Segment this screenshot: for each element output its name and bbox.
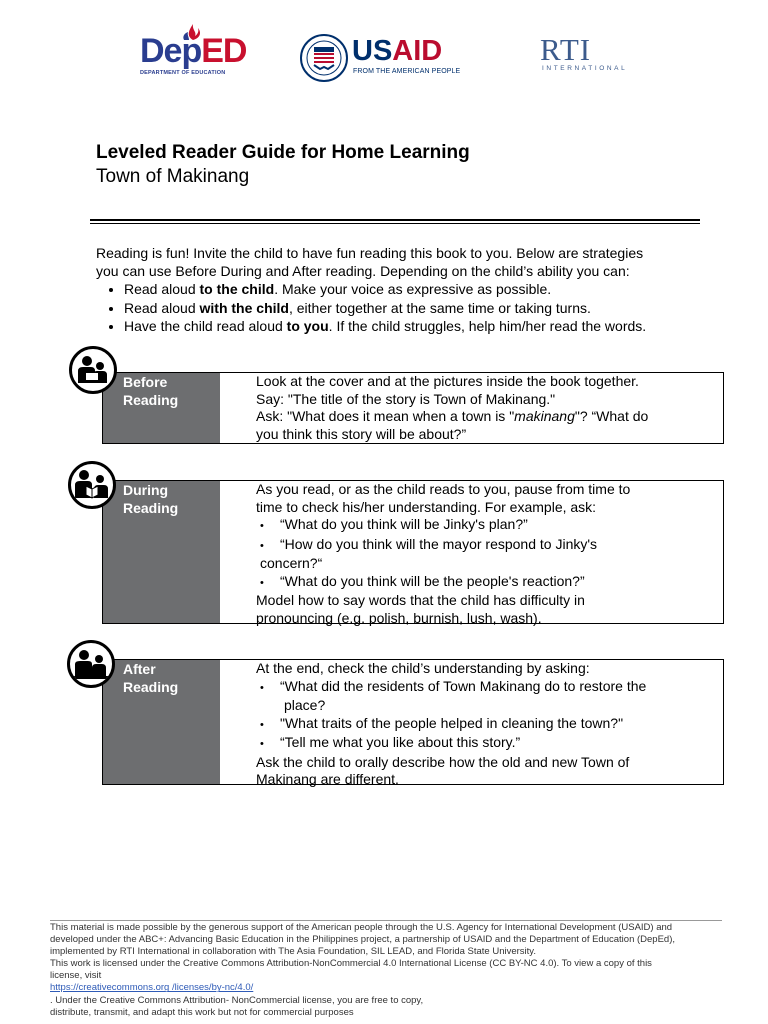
reading-together-icon: [68, 461, 116, 509]
list-item: • Have the child read aloud to you. If the child struggles, help him/her read the words.: [124, 317, 716, 336]
during-reading-content: As you read, or as the child reads to you, pause from time to time to check his/her understanding. For example, ask: • “What do you think will be Jinky's plan?” • “How do you think will the mayor respond to Jinky's concern?“ • “What do you think will be the people's reaction?” Model how to say words that the child has difficulty in pronouncing (e.g. polish, burnish, lush, wash).: [220, 481, 723, 623]
footer-divider: [50, 920, 722, 921]
rti-subtitle: INTERNATIONAL: [542, 65, 628, 72]
deped-subtitle: DEPARTMENT OF EDUCATION: [140, 70, 226, 76]
after-reading-box: [102, 659, 724, 785]
footer-notice: This material is made possible by the generous support of the American people through the U.S. Agency for International Development (USAID) and developed under the ABC+: Advancing Basic Education in the Philippines project, a partnership of USAID and the Department of Education (DepEd), implemented by RTI International in collaboration with The Asia Foundation, SIL LEAD, and Florida State University. This work is licensed under the Creative Commons Attribution-NonCommercial 4.0 International License (CC BY-NC 4.0). To view a copy of this license, visit https://creativecommons.org /licenses/by-nc/4.0/ . Under the Creative Commons Attribution- NonCommercial license, you are free to copy, distribute, transmit, and adapt this work but not for commercial purposes: [50, 922, 676, 1018]
during-reading-label: During Reading: [103, 481, 220, 623]
usaid-seal-icon: [300, 34, 348, 82]
adult-child-talking-icon: [67, 640, 115, 688]
usaid-tagline: FROM THE AMERICAN PEOPLE: [353, 68, 461, 75]
strategy-list: [96, 280, 716, 336]
during-reading-box: [102, 480, 724, 624]
page-title: Leveled Reader Guide for Home Learning: [96, 142, 470, 163]
list-item: • Read aloud to the child. Make your voice as expressive as possible.: [124, 280, 716, 299]
deped-wordmark: DepED: [140, 32, 247, 70]
license-link[interactable]: https://creativecommons.org /licenses/by-nc/4.0/: [50, 982, 254, 994]
rti-logo: [540, 34, 632, 74]
usaid-logo: [300, 34, 460, 82]
after-reading-content: At the end, check the child’s understanding by asking: • “What did the residents of Town Makinang do to restore the place? • "What traits of the people helped in cleaning the town?" • “Tell me what you like about this story.” Ask the child to orally describe how the old and new Town of Makinang are different.: [220, 660, 723, 784]
intro-line: Reading is fun! Invite the child to have fun reading this book to you. Below are strategies: [96, 245, 644, 261]
list-item: • Read aloud with the child, either together at the same time or taking turns.: [124, 299, 716, 318]
before-reading-content: Look at the cover and at the pictures inside the book together. Say: "The title of the story is Town of Makinang." Ask: "What does it mean when a town is "makinang"? “What do you think this story will be about?”: [256, 373, 649, 442]
after-reading-label: After Reading: [103, 660, 220, 784]
intro-line: you can use Before During and After reading. Depending on the child’s ability you can:: [96, 263, 630, 279]
before-reading-box: [102, 372, 724, 444]
intro-section: [96, 244, 716, 336]
deped-logo: [140, 24, 247, 80]
rti-wordmark: RTI: [540, 32, 592, 67]
page-subtitle: Town of Makinang: [96, 166, 250, 187]
header-divider-thin: [90, 223, 700, 224]
adult-child-reading-icon: [69, 346, 117, 394]
header-divider: [90, 219, 700, 221]
before-reading-label: Before Reading: [103, 373, 220, 443]
usaid-wordmark: USAID: [352, 35, 443, 67]
